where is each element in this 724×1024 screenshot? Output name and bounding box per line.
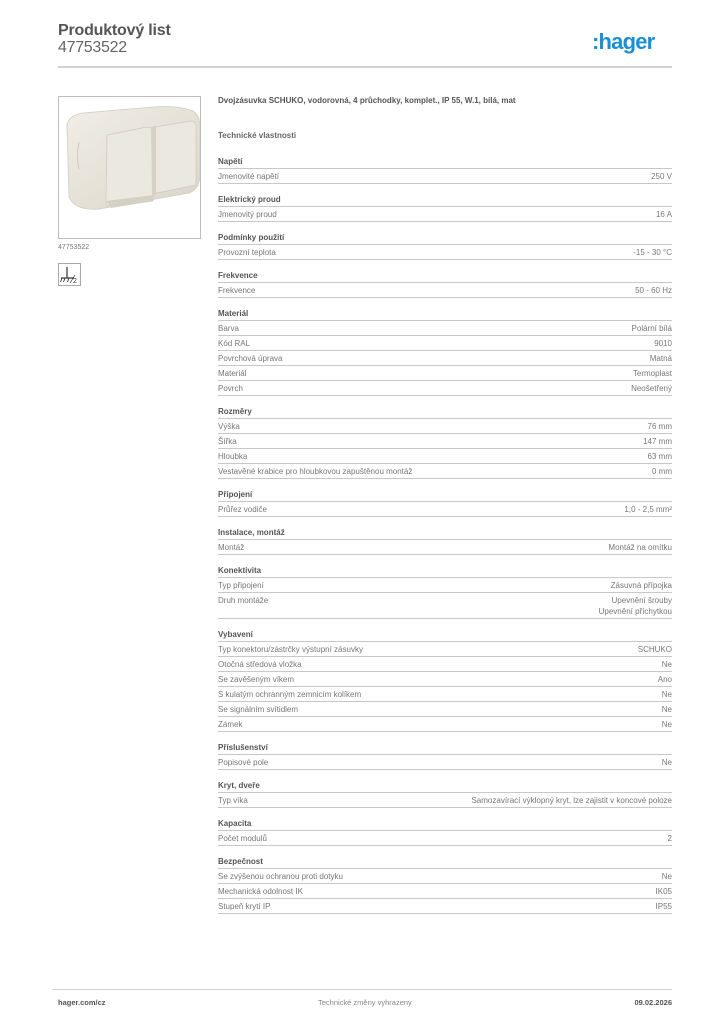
spec-row [218,245,672,260]
spec-label: Šířka [218,437,237,446]
spec-label: Otočná středová vložka [218,660,302,669]
spec-value: Ne [661,872,672,881]
spec-section-safety [218,855,672,914]
spec-value: 1,0 - 2,5 mm² [624,505,672,514]
spec-section-accessories [218,741,672,770]
spec-row [218,884,672,899]
spec-value: Ne [661,758,672,767]
footer-website-link[interactable]: hager.com/cz [58,998,106,1007]
spec-value: 76 mm [647,422,672,431]
spec-value: 0 mm [652,467,672,476]
spec-value: Ano [657,675,672,684]
image-caption: 47753522 [58,244,90,251]
spec-value: Termoplast [632,369,672,378]
section-title: Připojení [218,488,672,502]
spec-label: Jmenovité napětí [218,172,279,181]
spec-value: Zásuvná přípojka [610,581,672,590]
section-title: Frekvence [218,269,672,283]
spec-row [218,336,672,351]
spec-row [218,169,672,184]
page-title: Produktový list [58,22,171,39]
hager-logo: :hager [592,29,655,54]
spec-label: Vestavěné krabice pro hloubkovou zapuštěnou montáž [218,467,413,476]
spec-section-connectivity [218,564,672,619]
spec-row [218,321,672,336]
product-number: 47753522 [58,39,127,56]
spec-label: Typ konektoru/zástrčky výstupní zásuvky [218,645,363,654]
section-title: Kapacita [218,817,672,831]
spec-value: SCHUKO [637,645,672,654]
spec-value: Ne [661,720,672,729]
spec-row [218,869,672,884]
spec-value: Matná [649,354,672,363]
spec-label: Výška [218,422,240,431]
spec-row [218,642,672,657]
product-image [58,96,201,239]
spec-label: Hloubka [218,452,248,461]
spec-label: Povrchová úprava [218,354,283,363]
spec-value: Ne [661,660,672,669]
section-title: Rozměry [218,405,672,419]
spec-value: IP55 [655,902,672,911]
spec-row [218,540,672,555]
header-divider [58,66,672,68]
spec-value: Ne [661,690,672,699]
spec-section-dimensions [218,405,672,479]
spec-value: 147 mm [643,437,672,446]
spec-value: 9010 [654,339,672,348]
spec-row [218,449,672,464]
spec-label: Druh montáže [218,596,269,605]
spec-value: Upevnění šrouby Upevnění příchytkou [598,596,672,616]
spec-row [218,593,672,619]
spec-label: Popisové pole [218,758,269,767]
spec-value: IK05 [655,887,672,896]
spec-section-capacity [218,817,672,846]
spec-row [218,502,672,517]
spec-row [218,366,672,381]
spec-label: Počet modulů [218,834,267,843]
spec-label: S kulatým ochranným zemnicím kolíkem [218,690,362,699]
section-title: Kryt, dveře [218,779,672,793]
spec-label: Materiál [218,369,247,378]
spec-label: Typ víka [218,796,248,805]
spec-value: 250 V [651,172,672,181]
spec-row [218,899,672,914]
spec-value: 2 [667,834,672,843]
spec-row [218,381,672,396]
footer-date: 09.02.2026 [634,998,672,1007]
section-title: Příslušenství [218,741,672,755]
spec-row [218,702,672,717]
spec-section-current [218,193,672,222]
section-title: Instalace, montáž [218,526,672,540]
spec-section-installation [218,526,672,555]
spec-label: Zámek [218,720,243,729]
spec-label: Povrch [218,384,243,393]
spec-label: Frekvence [218,286,256,295]
spec-row [218,755,672,770]
spec-row [218,419,672,434]
spec-row [218,672,672,687]
spec-label: Montáž [218,543,245,552]
spec-value: Samozavírací výklopný kryt, lze zajistit v koncové poloze [471,796,672,805]
spec-label: Průřez vodiče [218,505,267,514]
tech-specs-heading: Technické vlastnosti [218,131,297,140]
spec-row [218,578,672,593]
spec-row [218,434,672,449]
spec-row [218,464,672,479]
socket-illustration-icon [59,97,200,238]
spec-value: Polární bílá [631,324,672,333]
section-title: Elektrický proud [218,193,672,207]
spec-section-cover [218,779,672,808]
svg-text:2: 2 [73,278,77,285]
spec-section-frequency [218,269,672,298]
spec-label: Typ připojení [218,581,264,590]
spec-label: Provozní teplota [218,248,276,257]
spec-value: -15 - 30 °C [633,248,672,257]
spec-section-material [218,307,672,396]
spec-label: Mechanická odolnost IK [218,887,303,896]
spec-value: 50 - 60 Hz [635,286,672,295]
spec-row [218,351,672,366]
spec-value: Montáž na omítku [608,543,672,552]
surface-mount-icon [58,263,81,286]
section-title: Konektivita [218,564,672,578]
section-title: Bezpečnost [218,855,672,869]
spec-table [218,155,672,923]
spec-label: Se signálním svítidlem [218,705,299,714]
section-title: Vybavení [218,628,672,642]
spec-value: Ne [661,705,672,714]
spec-label: Barva [218,324,239,333]
spec-label: Kód RAL [218,339,251,348]
spec-label: Stupeň krytí IP [218,902,271,911]
spec-row [218,687,672,702]
spec-row [218,831,672,846]
product-description: Dvojzásuvka SCHUKO, vodorovná, 4 průchodky, komplet., IP 55, W.1, bílá, mat [218,96,516,105]
spec-label: Jmenovitý proud [218,210,277,219]
spec-section-connection [218,488,672,517]
spec-row [218,207,672,222]
footer-disclaimer: Technické změny vyhrazeny [318,998,412,1007]
section-title: Podmínky použití [218,231,672,245]
spec-label: Se zvýšenou ochranou proti dotyku [218,872,343,881]
spec-row [218,283,672,298]
spec-row [218,793,672,808]
section-title: Materiál [218,307,672,321]
spec-value: 63 mm [647,452,672,461]
spec-row [218,717,672,732]
spec-value: Neošetřený [631,384,672,393]
spec-label: Se zavěšeným víkem [218,675,295,684]
footer-divider [52,989,672,990]
spec-row [218,657,672,672]
spec-section-conditions [218,231,672,260]
spec-section-equipment [218,628,672,732]
section-title: Napětí [218,155,672,169]
spec-section-voltage [218,155,672,184]
spec-value: 16 A [655,210,672,219]
